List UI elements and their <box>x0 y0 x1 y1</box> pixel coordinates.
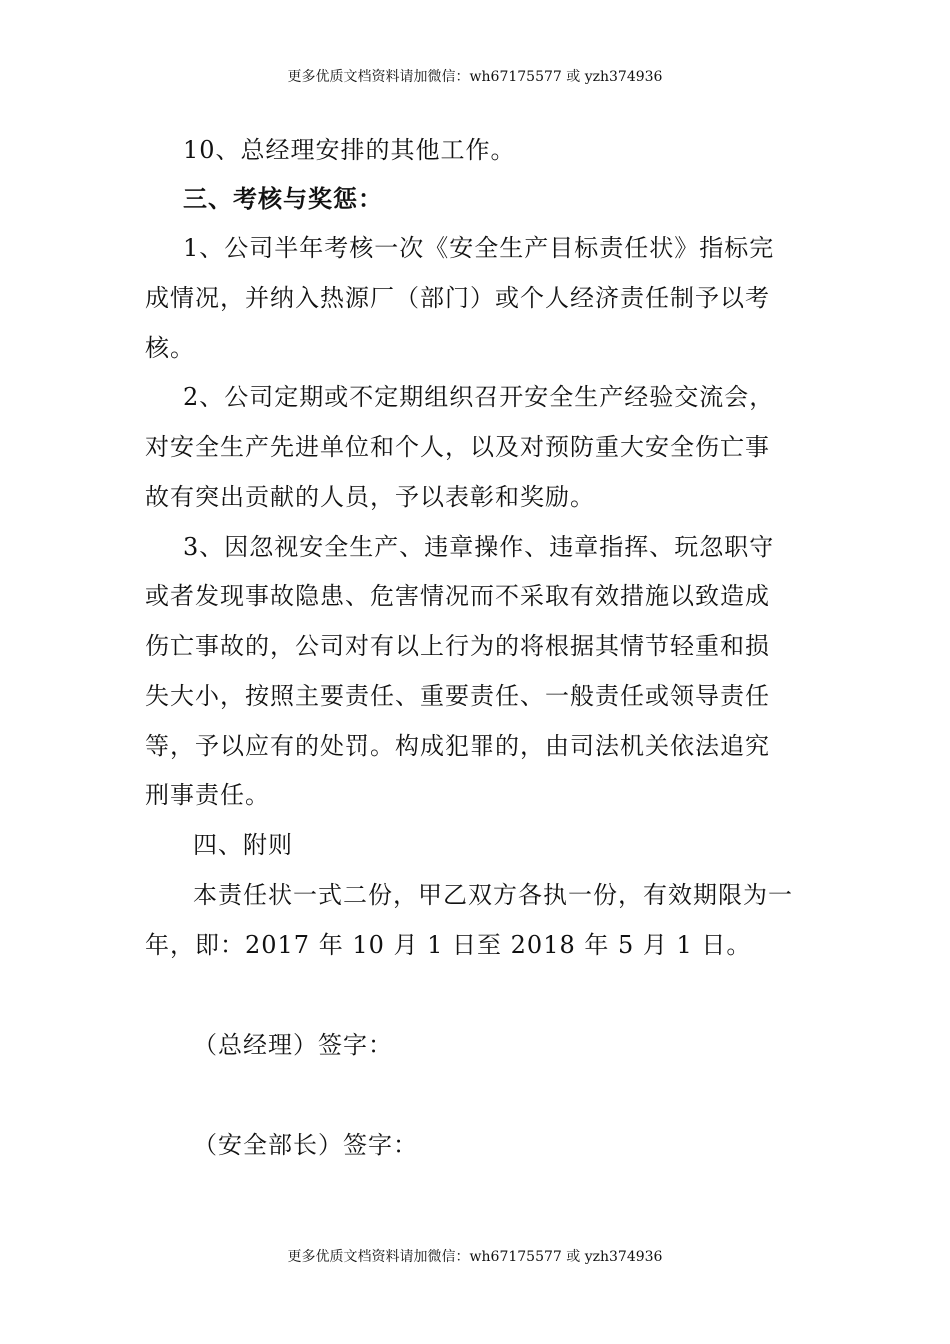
para1-line2: 成情况，并纳入热源厂（部门）或个人经济责任制予以考 <box>145 284 770 312</box>
para2-line2: 对安全生产先进单位和个人，以及对预防重大安全伤亡事 <box>145 433 770 461</box>
para4-line1: 本责任状一式二份，甲乙双方各执一份，有效期限为一 <box>193 881 793 909</box>
para3-line6: 刑事责任。 <box>145 781 270 809</box>
para3-line3: 伤亡事故的，公司对有以上行为的将根据其情节轻重和损 <box>145 632 770 660</box>
section-4-title: 四、附则 <box>193 831 293 859</box>
para2-line1: 2、公司定期或不定期组织召开安全生产经验交流会， <box>183 383 775 411</box>
para2-line3: 故有突出贡献的人员，予以表彰和奖励。 <box>145 483 595 511</box>
para1-line3: 核。 <box>145 334 195 362</box>
para3-line2: 或者发现事故隐患、危害情况而不采取有效措施以致造成 <box>145 582 770 610</box>
section-3-title: 三、考核与奖惩： <box>183 184 383 213</box>
para3-line5: 等，予以应有的处罚。构成犯罪的，由司法机关依法追究 <box>145 732 770 760</box>
page-footer: 更多优质文档资料请加微信：wh67175577 或 yzh374936 <box>287 1249 663 1265</box>
page-header: 更多优质文档资料请加微信：wh67175577 或 yzh374936 <box>287 69 663 85</box>
para4-line2: 年，即：2017 年 10 月 1 日至 2018 年 5 月 1 日。 <box>145 931 752 959</box>
item-10: 10、总经理安排的其他工作。 <box>183 136 516 164</box>
para3-line4: 失大小，按照主要责任、重要责任、一般责任或领导责任 <box>145 682 770 710</box>
para3-line1: 3、因忽视安全生产、违章操作、违章指挥、玩忽职守 <box>183 533 775 561</box>
signature-safety-director: （安全部长）签字： <box>193 1131 418 1159</box>
signature-general-manager: （总经理）签字： <box>193 1031 393 1059</box>
para1-line1: 1、公司半年考核一次《安全生产目标责任状》指标完 <box>183 234 775 262</box>
